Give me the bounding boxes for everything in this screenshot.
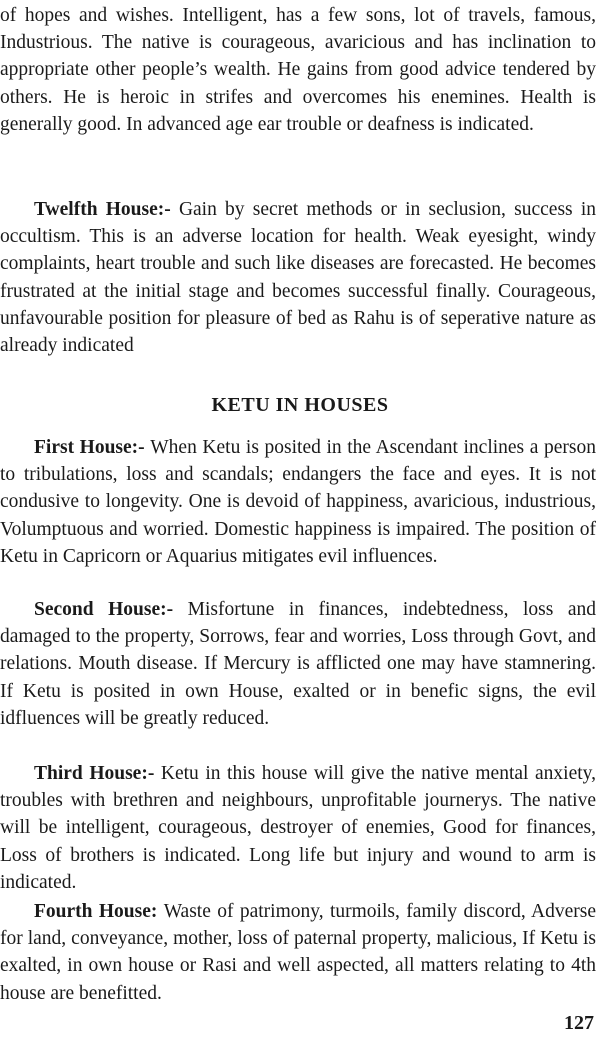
ketu-first-house-paragraph <box>0 434 596 570</box>
ketu-second-house-paragraph <box>0 596 596 732</box>
rahu-twelfth-house-text: Gain by secret methods or in seclusion, success in occultism. This is an adverse location for health. Weak eyesight, windy complaints, heart trouble and such like diseases are forecasted. He becomes frustrated at the initial stage and becomes successful finally. Courageous, unfavourable position for pleasure of bed as Rahu is of seperative nature as already indicated <box>0 199 596 357</box>
ketu-fourth-house-title: Fourth House: <box>34 901 164 922</box>
ketu-third-house-paragraph <box>0 760 596 896</box>
ketu-fourth-house-paragraph <box>0 898 596 1007</box>
ketu-second-house-title: Second House:- <box>34 599 188 620</box>
ketu-fourth-house-text: Waste of patrimony, turmoils, family discord, Adverse for land, conveyance, mother, loss of paternal property, malicious, If Ketu is exalted, in own house or Rasi and well aspected, all matters relating to 4th house are benefitted. <box>0 901 596 1004</box>
ketu-third-house-title: Third House:- <box>34 763 161 784</box>
rahu-twelfth-house-paragraph <box>0 196 596 359</box>
rahu-continued-paragraph <box>0 2 596 138</box>
ketu-third-house-text: Ketu in this house will give the native mental anxiety, troubles with brethren and neighbours, unprofitable journerys. The native will be intelligent, courageous, destroyer of enemies, Good for finances, Loss of brothers is indicated. Long life but injury and wound to arm is indicated. <box>0 763 597 893</box>
page-number: 127 <box>564 1012 594 1034</box>
ketu-second-house-text: Misfortune in finances, indebtedness, loss and damaged to the property, Sorrows, fear and worries, Loss through Govt, and relations. Mouth disease. If Mercury is afflicted one may have stamnering. If Ketu is posited in own House, exalted or in benefic signs, the evil idfluences will be greatly reduced. <box>0 599 597 729</box>
section-heading: KETU IN HOUSES <box>211 394 389 416</box>
ketu-first-house-text: When Ketu is posited in the Ascendant inclines a person to tribulations, loss and scandals; endangers the face and eyes. It is not condusive to longevity. One is devoid of happiness, avaricious, industrious, Volumptuous and worried. Domestic happiness is impaired. The position of Ketu in Capricorn or Aquarius mitigates evil influences. <box>0 437 596 567</box>
rahu-twelfth-house-title: Twelfth House:- <box>34 199 179 220</box>
ketu-first-house-title: First House:- <box>34 437 151 458</box>
rahu-continued-text: of hopes and wishes. Intelligent, has a few sons, lot of travels, famous, Industrious. The native is courageous, avaricious and has inclination to appropriate other people’s wealth. He gains from good advice tendered by others. He is heroic in strifes and overcomes his enemines. Health is generally good. In advanced age ear trouble or deafness is indicated. <box>0 5 596 135</box>
